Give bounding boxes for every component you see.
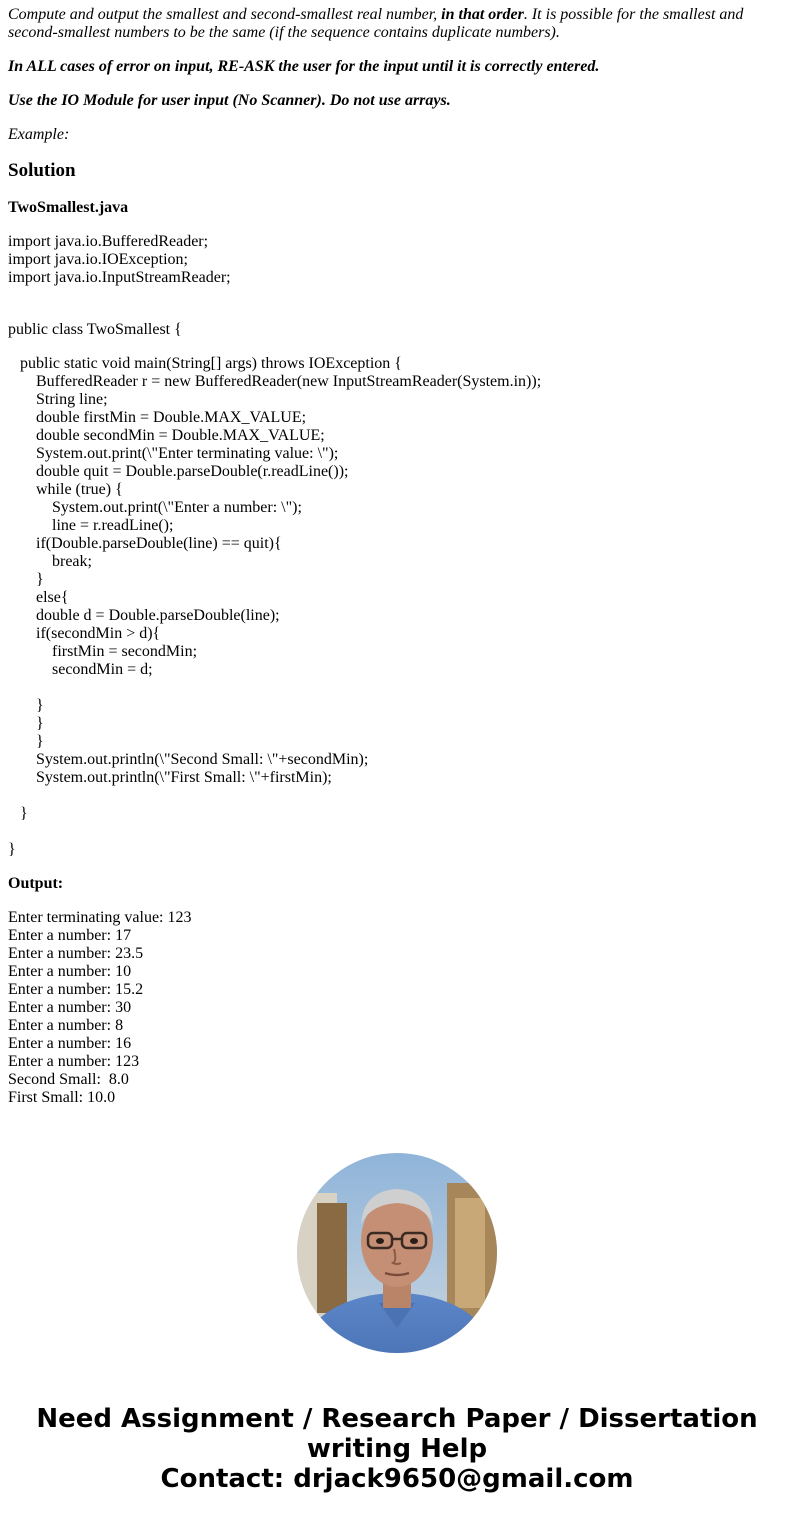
output-line: First Small: 10.0 (8, 1089, 116, 1106)
document-content (8, 6, 786, 1107)
author-photo-image (297, 1153, 497, 1353)
output-line: Enter a number: 23.5 (8, 945, 144, 962)
intro-bold-text: in that order (441, 6, 524, 23)
code-line: while (true) { (8, 481, 123, 498)
code-line (8, 823, 786, 841)
code-line: BufferedReader r = new BufferedReader(new InputStreamReader(System.in)); (8, 373, 542, 390)
code-line: else{ (8, 589, 69, 606)
output-line: Enter a number: 8 (8, 1017, 124, 1034)
output-line: Enter a number: 123 (8, 1053, 140, 1070)
code-line: } (8, 715, 44, 732)
code-line: System.out.print(\"Enter terminating value: \"); (8, 445, 339, 462)
code-line: break; (8, 553, 92, 570)
error-instruction (8, 58, 786, 76)
output-block (8, 909, 786, 1107)
code-line: String line; (8, 391, 108, 408)
code-line: double secondMin = Double.MAX_VALUE; (8, 427, 325, 444)
code-line: System.out.println(\"First Small: \"+firstMin); (8, 769, 332, 786)
output-line: Enter a number: 17 (8, 927, 132, 944)
error-instruction-text: In ALL cases of error on input, RE-ASK the user for the input until it is correctly entered. (8, 58, 600, 75)
code-line: } (8, 841, 16, 858)
example-label: Example: (8, 126, 70, 143)
file-name: TwoSmallest.java (8, 199, 129, 216)
output-line: Enter terminating value: 123 (8, 909, 192, 926)
code-line (8, 787, 786, 805)
footer-contact: Contact: drjack9650@gmail.com (160, 1464, 634, 1494)
author-photo (297, 1153, 497, 1353)
class-declaration: public class TwoSmallest { (8, 321, 182, 338)
intro-text-2: . It is possible for the smallest and second-smallest numbers to be the same (if the sequence contains duplicate numbers). (8, 6, 744, 41)
output-line: Enter a number: 10 (8, 963, 132, 980)
io-instruction-text: Use the IO Module for user input (No Scanner). Do not use arrays. (8, 92, 451, 109)
output-line: Second Small: 8.0 (8, 1071, 129, 1088)
output-line: Enter a number: 30 (8, 999, 132, 1016)
code-line: System.out.print(\"Enter a number: \"); (8, 499, 302, 516)
output-line: Enter a number: 15.2 (8, 981, 144, 998)
code-line: firstMin = secondMin; (8, 643, 198, 660)
footer-banner (0, 1404, 794, 1494)
intro-text-1: Compute and output the smallest and second-smallest real number, (8, 6, 442, 23)
code-line: secondMin = d; (8, 661, 153, 678)
code-imports (8, 233, 786, 287)
footer-line-2: writing Help (306, 1434, 488, 1464)
code-line: if(secondMin > d){ (8, 625, 161, 642)
output-label: Output: (8, 875, 64, 892)
code-line: public static void main(String[] args) throws IOException { (8, 355, 402, 372)
code-line: line = r.readLine(); (8, 517, 174, 534)
io-instruction (8, 92, 786, 110)
intro-paragraph (8, 6, 786, 42)
code-line: if(Double.parseDouble(line) == quit){ (8, 535, 282, 552)
solution-heading: Solution (8, 160, 76, 181)
output-line: Enter a number: 16 (8, 1035, 132, 1052)
footer-line-1: Need Assignment / Research Paper / Dissertation (36, 1404, 758, 1434)
code-line: import java.io.BufferedReader; (8, 233, 209, 250)
code-line (8, 679, 786, 697)
code-line: System.out.println(\"Second Small: \"+secondMin); (8, 751, 369, 768)
code-line: } (8, 805, 28, 822)
code-line: double quit = Double.parseDouble(r.readLine()); (8, 463, 349, 480)
code-line: import java.io.InputStreamReader; (8, 269, 231, 286)
code-line: import java.io.IOException; (8, 251, 188, 268)
code-line: double firstMin = Double.MAX_VALUE; (8, 409, 307, 426)
code-line: } (8, 733, 44, 750)
code-body (8, 355, 786, 859)
code-line: } (8, 697, 44, 714)
code-line: } (8, 571, 44, 588)
code-line: double d = Double.parseDouble(line); (8, 607, 280, 624)
